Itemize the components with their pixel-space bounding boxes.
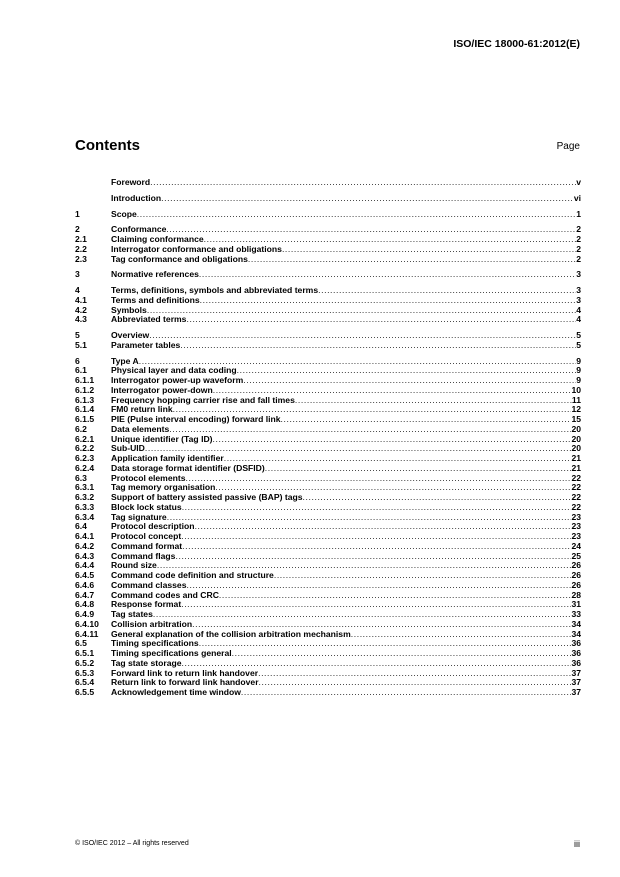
toc-entry-title: Tag signature — [111, 511, 167, 522]
toc-entry[interactable] — [75, 688, 581, 698]
toc-entry-page: 21 — [571, 462, 581, 473]
toc-entry-number: 6.2.4 — [75, 462, 95, 473]
toc-entry-page: 36 — [571, 638, 581, 649]
toc-entry-number: 6.2.1 — [75, 433, 95, 444]
toc-entry-page: 36 — [571, 657, 581, 668]
toc-entry-page: 5 — [576, 339, 581, 350]
toc-entry-page: 3 — [576, 294, 581, 305]
toc-entry-title: Acknowledgement time window — [111, 687, 241, 697]
toc-entry-title: Terms, definitions, symbols and abbreviated terms — [111, 285, 319, 295]
table-of-contents — [75, 178, 581, 698]
toc-entry-page: 22 — [571, 472, 581, 483]
dot-leader — [195, 522, 572, 532]
toc-entry-title: Interrogator power-down — [111, 384, 213, 395]
toc-entry-number: 6.5.2 — [75, 657, 95, 668]
toc-entry-title: Introduction — [111, 192, 162, 203]
dot-leader — [265, 464, 572, 474]
dot-leader — [259, 678, 572, 688]
toc-entry-number: 3 — [75, 269, 80, 280]
dot-leader — [318, 286, 576, 296]
toc-entry-title: Response format — [111, 599, 182, 610]
toc-entry-number: 6.3.3 — [75, 501, 95, 512]
toc-entry-number: 6.1.2 — [75, 384, 95, 395]
toc-entry[interactable] — [75, 270, 581, 280]
toc-entry-number: 4.1 — [75, 294, 87, 305]
toc-entry-title: Command code definition and structure — [111, 570, 274, 580]
toc-entry-title: Unique identifier (Tag ID) — [111, 433, 213, 444]
toc-entry-title: General explanation of the collision arbitration mechanism — [111, 628, 351, 639]
toc-entry-title: Command classes — [111, 579, 187, 590]
toc-entry-title: Abbreviated terms — [111, 314, 187, 325]
toc-entry-page: 2 — [576, 253, 581, 264]
toc-entry-page: 12 — [571, 404, 581, 415]
dot-leader — [303, 493, 572, 503]
toc-entry[interactable] — [75, 178, 581, 188]
toc-entry-title: Conformance — [111, 224, 167, 235]
dot-leader — [213, 435, 572, 445]
toc-entry-page: 26 — [571, 570, 581, 580]
dot-leader — [295, 396, 572, 406]
toc-entry-number: 4 — [75, 285, 80, 295]
toc-entry-page: 25 — [571, 550, 581, 561]
toc-entry-page: 22 — [571, 501, 581, 512]
dot-leader — [237, 366, 577, 376]
toc-entry-page: 5 — [576, 330, 581, 340]
toc-entry-number: 6.4.11 — [75, 628, 99, 639]
toc-entry-title: Interrogator conformance and obligations — [111, 243, 282, 254]
toc-entry-number: 4.2 — [75, 304, 87, 315]
toc-entry-number: 6.4.10 — [75, 618, 99, 629]
dot-leader — [241, 688, 572, 698]
toc-entry-page: 15 — [571, 414, 581, 424]
page-column-label: Page — [556, 141, 580, 152]
toc-entry-title: Type A — [111, 355, 139, 366]
toc-entry-page: 2 — [576, 224, 581, 235]
toc-entry-page: 22 — [571, 492, 581, 502]
toc-entry-title: Timing specifications general — [111, 648, 232, 658]
footer-page-number: iii — [574, 839, 580, 849]
dot-leader — [150, 178, 576, 188]
dot-leader — [200, 296, 577, 306]
dot-leader — [147, 306, 576, 316]
toc-entry-title: Block lock status — [111, 501, 182, 512]
toc-entry-page: 21 — [571, 453, 581, 463]
toc-entry-number: 6.5.1 — [75, 648, 95, 658]
toc-entry-title: Command format — [111, 540, 183, 551]
toc-entry-page: 3 — [576, 269, 581, 280]
toc-entry-page: v — [576, 177, 581, 187]
toc-entry-number: 2.1 — [75, 234, 87, 244]
toc-entry[interactable] — [75, 296, 581, 306]
toc-entry-page: 36 — [571, 648, 581, 658]
toc-entry-number: 6.3 — [75, 472, 87, 483]
toc-entry-number: 2.2 — [75, 243, 87, 254]
toc-entry-page: 9 — [576, 365, 581, 376]
dot-leader — [282, 245, 576, 255]
toc-entry-page: 26 — [571, 579, 581, 590]
dot-leader — [281, 415, 572, 425]
toc-entry-title: Physical layer and data coding — [111, 365, 237, 376]
toc-entry-title: Symbols — [111, 304, 147, 315]
toc-entry-page: 28 — [571, 589, 581, 600]
toc-entry-title: Interrogator power-up waveform — [111, 375, 244, 385]
toc-entry-number: 2 — [75, 224, 80, 235]
toc-entry-title: Frequency hopping carrier rise and fall times — [111, 394, 295, 405]
toc-entry-page: 20 — [571, 423, 581, 434]
toc-entry-title: Foreword — [111, 177, 151, 187]
toc-entry-number: 6.5.3 — [75, 667, 95, 678]
toc-entry-number: 6.4.5 — [75, 570, 95, 580]
dot-leader — [199, 270, 576, 280]
toc-entry-number: 6.4.2 — [75, 540, 95, 551]
dot-leader — [169, 425, 571, 435]
toc-entry-page: 9 — [576, 375, 581, 385]
dot-leader — [166, 225, 576, 235]
contents-title: Contents — [75, 137, 140, 154]
toc-entry-page: 37 — [571, 667, 581, 678]
toc-entry-page: 31 — [571, 599, 581, 610]
dot-leader — [248, 255, 576, 265]
toc-entry-title: Round size — [111, 560, 157, 571]
dot-leader — [224, 454, 572, 464]
dot-leader — [149, 331, 576, 341]
dot-leader — [167, 513, 572, 523]
toc-entry-title: Data storage format identifier (DSFID) — [111, 462, 265, 473]
toc-entry-number: 4.3 — [75, 314, 87, 325]
toc-entry-number: 6.5.4 — [75, 677, 95, 688]
toc-entry-title: Terms and definitions — [111, 294, 200, 305]
toc-entry-page: 4 — [576, 314, 581, 325]
toc-entry-page: 2 — [576, 234, 581, 244]
dot-leader — [219, 591, 572, 601]
toc-entry-page: 37 — [571, 687, 581, 697]
toc-entry-title: Command codes and CRC — [111, 589, 219, 600]
toc-entry-page: 23 — [571, 511, 581, 522]
toc-entry-number: 5 — [75, 330, 80, 340]
toc-entry-number: 6.1.4 — [75, 404, 95, 415]
toc-entry-page: 23 — [571, 521, 581, 532]
toc-entry-page: 26 — [571, 560, 581, 571]
toc-entry-number: 1 — [75, 208, 80, 219]
toc-entry-title: Scope — [111, 208, 137, 219]
dot-leader — [243, 376, 576, 386]
toc-entry-page: 3 — [576, 285, 581, 295]
toc-entry-title: Tag states — [111, 609, 153, 619]
dot-leader — [137, 210, 576, 220]
toc-entry[interactable] — [75, 255, 581, 265]
toc-entry-title: Data elements — [111, 423, 170, 434]
toc-entry-number: 6.5 — [75, 638, 87, 649]
toc-entry-number: 6.1.3 — [75, 394, 95, 405]
toc-entry-number: 6.4.4 — [75, 560, 95, 571]
toc-entry-number: 6 — [75, 355, 80, 366]
dot-leader — [351, 630, 572, 640]
standard-header: ISO/IEC 18000-61:2012(E) — [453, 38, 580, 50]
dot-leader — [274, 571, 572, 581]
toc-entry-page: 22 — [571, 482, 581, 493]
toc-entry-page: 1 — [576, 208, 581, 219]
toc-entry[interactable] — [75, 210, 581, 220]
dot-leader — [182, 542, 571, 552]
toc-entry-title: Return link to forward link handover — [111, 677, 259, 688]
toc-entry-number: 6.3.1 — [75, 482, 95, 493]
dot-leader — [258, 669, 571, 679]
toc-entry-page: 34 — [571, 628, 581, 639]
toc-entry-number: 6.4 — [75, 521, 87, 532]
dot-leader — [199, 639, 572, 649]
toc-entry[interactable] — [75, 341, 581, 351]
toc-entry-title: Tag conformance and obligations — [111, 253, 248, 264]
toc-entry-number: 6.4.6 — [75, 579, 95, 590]
toc-entry-title: Tag state storage — [111, 657, 182, 668]
toc-entry[interactable] — [75, 435, 581, 445]
toc-entry-page: 37 — [571, 677, 581, 688]
dot-leader — [186, 581, 571, 591]
toc-entry-title: Normative references — [111, 269, 199, 280]
toc-entry-title: Sub-UID — [111, 443, 145, 454]
toc-entry-page: 11 — [571, 394, 581, 405]
dot-leader — [181, 600, 571, 610]
dot-leader — [182, 503, 572, 513]
toc-entry-number: 6.5.5 — [75, 687, 95, 697]
toc-entry-title: FM0 return link — [111, 404, 173, 415]
dot-leader — [175, 552, 571, 562]
toc-entry-title: Protocol description — [111, 521, 195, 532]
toc-entry-title: Tag memory organisation — [111, 482, 216, 493]
dot-leader — [180, 341, 576, 351]
toc-entry-page: 23 — [571, 531, 581, 541]
toc-entry-title: Overview — [111, 330, 150, 340]
toc-entry-title: Forward link to return link handover — [111, 667, 259, 678]
toc-entry-number: 6.2 — [75, 423, 87, 434]
toc-entry-page: 34 — [571, 618, 581, 629]
toc-entry-number: 5.1 — [75, 339, 87, 350]
toc-entry-title: Support of battery assisted passive (BAP) tags — [111, 492, 303, 502]
toc-entry-title: PIE (Pulse interval encoding) forward link — [111, 414, 281, 424]
toc-entry-number: 6.4.9 — [75, 609, 95, 619]
copyright-footer: © ISO/IEC 2012 – All rights reserved — [75, 840, 189, 847]
toc-entry-title: Parameter tables — [111, 339, 181, 350]
toc-entry-page: 20 — [571, 433, 581, 444]
toc-entry-number: 6.1 — [75, 365, 87, 376]
toc-entry-number: 6.4.1 — [75, 531, 95, 541]
toc-entry[interactable] — [75, 194, 581, 204]
toc-entry[interactable] — [75, 315, 581, 325]
dot-leader — [186, 315, 576, 325]
toc-entry-number: 6.1.1 — [75, 375, 95, 385]
toc-entry-number: 2.3 — [75, 253, 87, 264]
toc-entry-number: 6.3.4 — [75, 511, 95, 522]
toc-entry-number: 6.4.7 — [75, 589, 95, 600]
toc-entry-number: 6.2.2 — [75, 443, 95, 454]
dot-leader — [153, 610, 572, 620]
toc-entry-number: 6.1.5 — [75, 414, 95, 424]
dot-leader — [186, 474, 572, 484]
toc-entry-page: 10 — [571, 384, 581, 395]
toc-entry-page: 2 — [576, 243, 581, 254]
dot-leader — [232, 649, 572, 659]
toc-entry-page: vi — [573, 192, 581, 203]
toc-entry-title: Protocol concept — [111, 531, 182, 541]
dot-leader — [181, 532, 571, 542]
toc-entry-title: Collision arbitration — [111, 618, 193, 629]
dot-leader — [161, 194, 574, 204]
toc-entry-title: Command flags — [111, 550, 176, 561]
toc-entry-title: Claiming conformance — [111, 234, 204, 244]
toc-entry-number: 6.2.3 — [75, 453, 95, 463]
toc-entry-title: Application family identifier — [111, 453, 224, 463]
toc-entry-page: 33 — [571, 609, 581, 619]
toc-entry-number: 6.4.3 — [75, 550, 95, 561]
toc-entry-number: 6.4.8 — [75, 599, 95, 610]
toc-entry-page: 20 — [571, 443, 581, 454]
toc-entry-number: 6.3.2 — [75, 492, 95, 502]
toc-entry-title: Protocol elements — [111, 472, 186, 483]
toc-entry-page: 24 — [571, 540, 581, 551]
toc-entry-title: Timing specifications — [111, 638, 199, 649]
toc-entry-page: 4 — [576, 304, 581, 315]
toc-entry-page: 9 — [576, 355, 581, 366]
